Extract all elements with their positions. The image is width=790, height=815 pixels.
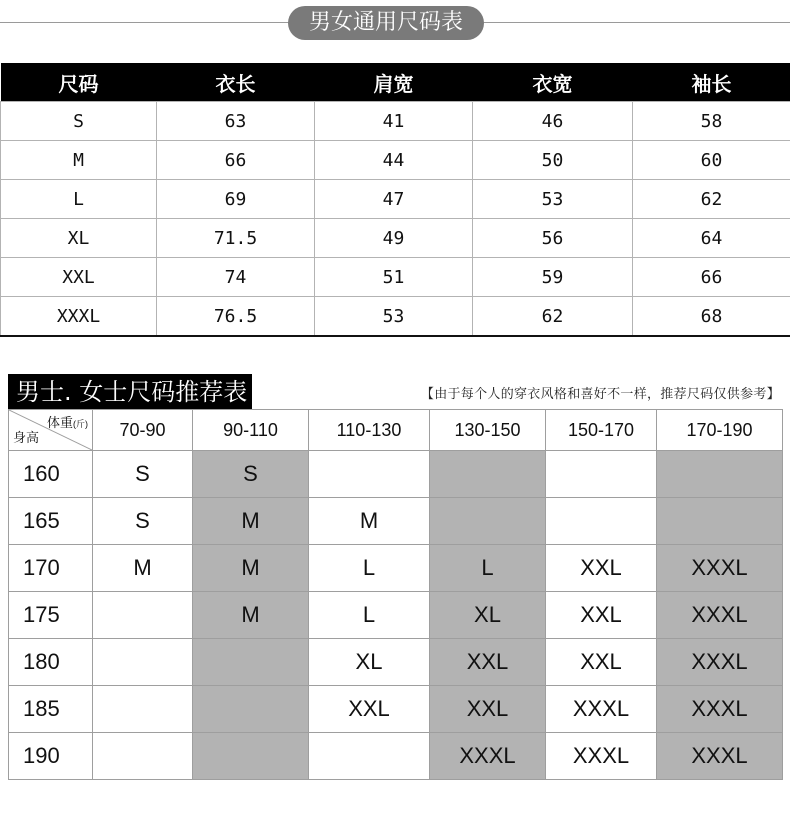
size-cell (430, 498, 546, 545)
table-cell: 41 (315, 102, 473, 141)
weight-header: 70-90 (93, 410, 193, 451)
table-cell: 69 (157, 180, 315, 219)
recommend-table (8, 409, 783, 780)
size-chart-header-row (1, 63, 790, 102)
table-cell: 56 (473, 219, 633, 258)
size-cell: S (193, 451, 309, 498)
size-cell: XXXL (657, 545, 783, 592)
table-cell: 74 (157, 258, 315, 297)
size-cell (309, 451, 430, 498)
table-cell: 64 (633, 219, 790, 258)
size-cell: L (430, 545, 546, 592)
table-row (9, 592, 783, 639)
height-cell: 165 (9, 498, 93, 545)
height-cell: 160 (9, 451, 93, 498)
recommend-header-row (9, 410, 783, 451)
size-cell: XXXL (657, 592, 783, 639)
height-cell: 170 (9, 545, 93, 592)
size-cell: XXXL (657, 639, 783, 686)
table-cell: 60 (633, 141, 790, 180)
size-cell: XXL (546, 545, 657, 592)
size-cell: XL (1, 219, 157, 258)
size-cell: XXXL (657, 686, 783, 733)
size-cell: S (93, 451, 193, 498)
size-cell (657, 498, 783, 545)
size-cell: XXL (546, 592, 657, 639)
table-row (9, 733, 783, 780)
size-cell: XL (309, 639, 430, 686)
size-cell: XXL (430, 639, 546, 686)
table-row (9, 639, 783, 686)
size-cell: XXXL (430, 733, 546, 780)
size-cell (193, 733, 309, 780)
table-cell: 44 (315, 141, 473, 180)
size-cell: M (193, 498, 309, 545)
table-row (9, 451, 783, 498)
table-cell: 49 (315, 219, 473, 258)
weight-header: 90-110 (193, 410, 309, 451)
size-cell (193, 686, 309, 733)
size-cell (657, 451, 783, 498)
table-cell: 63 (157, 102, 315, 141)
table-cell: 50 (473, 141, 633, 180)
recommend-title: 男士. 女士尺码推荐表 (8, 374, 252, 410)
size-cell: M (193, 592, 309, 639)
table-cell: 59 (473, 258, 633, 297)
table-row (1, 297, 790, 337)
size-cell: XXL (309, 686, 430, 733)
size-cell: S (93, 498, 193, 545)
table-row (9, 545, 783, 592)
table-cell: 62 (633, 180, 790, 219)
size-cell (193, 639, 309, 686)
size-cell (93, 592, 193, 639)
size-cell (93, 686, 193, 733)
size-cell (430, 451, 546, 498)
col-header-sleeve: 袖长 (633, 63, 790, 102)
size-cell (546, 498, 657, 545)
table-cell: 66 (633, 258, 790, 297)
table-cell: 62 (473, 297, 633, 337)
table-cell: 76.5 (157, 297, 315, 337)
recommend-note: 【由于每个人的穿衣风格和喜好不一样，推荐尺码仅供参考】 (420, 387, 780, 402)
size-cell (93, 733, 193, 780)
table-row (1, 141, 790, 180)
table-cell: 51 (315, 258, 473, 297)
size-cell: XXXL (546, 686, 657, 733)
weight-header: 110-130 (309, 410, 430, 451)
table-cell: 53 (315, 297, 473, 337)
table-row (1, 219, 790, 258)
size-cell: M (309, 498, 430, 545)
table-cell: 47 (315, 180, 473, 219)
height-cell: 180 (9, 639, 93, 686)
table-cell: 71.5 (157, 219, 315, 258)
height-cell: 190 (9, 733, 93, 780)
size-chart-table (0, 63, 790, 337)
table-cell: 58 (633, 102, 790, 141)
table-row (1, 258, 790, 297)
col-header-length: 衣长 (157, 63, 315, 102)
table-row (9, 498, 783, 545)
table-cell: 46 (473, 102, 633, 141)
size-cell: L (309, 592, 430, 639)
col-header-size: 尺码 (1, 63, 157, 102)
size-cell: M (1, 141, 157, 180)
size-cell (546, 451, 657, 498)
size-cell: XXXL (657, 733, 783, 780)
table-row (9, 686, 783, 733)
size-cell: XXL (546, 639, 657, 686)
size-cell: XXL (430, 686, 546, 733)
table-cell: 68 (633, 297, 790, 337)
table-row (1, 102, 790, 141)
size-cell: XXL (1, 258, 157, 297)
col-header-width: 衣宽 (473, 63, 633, 102)
height-cell: 175 (9, 592, 93, 639)
page-title: 男女通用尺码表 (288, 6, 484, 40)
weight-header: 150-170 (546, 410, 657, 451)
size-cell (93, 639, 193, 686)
corner-unit: (斤) (73, 419, 88, 429)
table-cell: 66 (157, 141, 315, 180)
size-cell (309, 733, 430, 780)
size-cell: M (193, 545, 309, 592)
table-cell: 53 (473, 180, 633, 219)
size-cell: M (93, 545, 193, 592)
size-cell: XL (430, 592, 546, 639)
weight-header: 170-190 (657, 410, 783, 451)
table-row (1, 180, 790, 219)
size-cell: XXXL (546, 733, 657, 780)
size-cell: S (1, 102, 157, 141)
size-cell: L (1, 180, 157, 219)
size-cell: L (309, 545, 430, 592)
corner-cell (9, 410, 93, 451)
height-cell: 185 (9, 686, 93, 733)
weight-header: 130-150 (430, 410, 546, 451)
corner-weight-label: 体重(斤) (46, 415, 88, 430)
size-cell: XXXL (1, 297, 157, 337)
corner-height-label: 身高 (13, 430, 40, 445)
col-header-shoulder: 肩宽 (315, 63, 473, 102)
